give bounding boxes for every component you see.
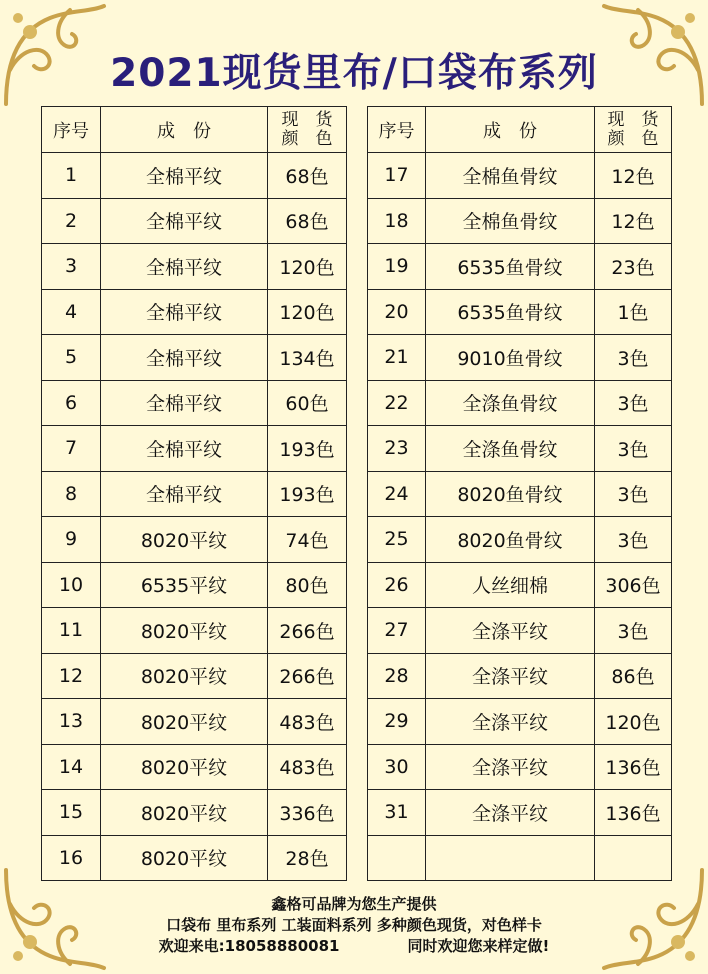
table-row	[42, 744, 347, 790]
table-row	[42, 562, 347, 608]
cell-stock-colors	[595, 835, 672, 881]
cell-serial: 22	[368, 380, 426, 426]
cell-material: 全棉平纹	[101, 380, 268, 426]
cell-serial: 19	[368, 244, 426, 290]
cell-serial: 12	[42, 653, 101, 699]
table-row	[42, 608, 347, 654]
cell-material: 全棉鱼骨纹	[426, 153, 595, 199]
cell-stock-colors: 12色	[595, 153, 672, 199]
header-serial: 序号	[368, 107, 426, 153]
cell-material: 8020平纹	[101, 790, 268, 836]
cell-serial: 24	[368, 471, 426, 517]
table-row	[368, 835, 672, 881]
header-stock-colors-line1: 现 货	[607, 109, 659, 130]
cell-serial: 3	[42, 244, 101, 290]
page-title: 2021现货里布/口袋布系列	[110, 51, 598, 96]
cell-serial: 23	[368, 426, 426, 472]
header-stock-colors-line2: 颜 色	[607, 128, 659, 149]
cell-stock-colors: 60色	[268, 380, 347, 426]
cell-serial: 8	[42, 471, 101, 517]
cell-serial: 5	[42, 335, 101, 381]
table-header-row	[42, 107, 347, 153]
cell-stock-colors: 80色	[268, 562, 347, 608]
cell-serial: 18	[368, 198, 426, 244]
cell-material: 全涤鱼骨纹	[426, 426, 595, 472]
cell-material: 9010鱼骨纹	[426, 335, 595, 381]
table-row	[42, 653, 347, 699]
table-row	[368, 335, 672, 381]
cell-serial: 15	[42, 790, 101, 836]
cell-stock-colors: 136色	[595, 744, 672, 790]
cell-serial: 26	[368, 562, 426, 608]
table-row	[42, 335, 347, 381]
table-row	[368, 653, 672, 699]
cell-serial	[368, 835, 426, 881]
cell-material: 6535鱼骨纹	[426, 289, 595, 335]
cell-stock-colors: 3色	[595, 335, 672, 381]
cell-stock-colors: 12色	[595, 198, 672, 244]
cell-material: 全棉平纹	[101, 335, 268, 381]
cell-material	[426, 835, 595, 881]
footer-custom-order: 同时欢迎您来样定做!	[407, 937, 550, 955]
table-row	[368, 517, 672, 563]
footer-contact-line	[0, 936, 708, 957]
cell-serial: 1	[42, 153, 101, 199]
table-row	[42, 153, 347, 199]
cell-material: 全棉平纹	[101, 289, 268, 335]
table-row	[368, 699, 672, 745]
cell-serial: 6	[42, 380, 101, 426]
table-row	[42, 517, 347, 563]
table-row	[42, 289, 347, 335]
table-row	[42, 699, 347, 745]
cell-serial: 13	[42, 699, 101, 745]
product-table-left	[41, 106, 347, 881]
cell-serial: 17	[368, 153, 426, 199]
cell-material: 8020平纹	[101, 517, 268, 563]
cell-serial: 30	[368, 744, 426, 790]
cell-material: 8020鱼骨纹	[426, 517, 595, 563]
cell-serial: 11	[42, 608, 101, 654]
cell-stock-colors: 3色	[595, 380, 672, 426]
table-row	[368, 380, 672, 426]
cell-stock-colors: 3色	[595, 608, 672, 654]
table-row	[368, 790, 672, 836]
cell-serial: 14	[42, 744, 101, 790]
cell-serial: 2	[42, 198, 101, 244]
cell-material: 全涤平纹	[426, 608, 595, 654]
cell-stock-colors: 266色	[268, 608, 347, 654]
cell-stock-colors: 3色	[595, 471, 672, 517]
cell-stock-colors: 193色	[268, 471, 347, 517]
cell-material: 全涤平纹	[426, 699, 595, 745]
cell-serial: 10	[42, 562, 101, 608]
table-row	[42, 426, 347, 472]
header-serial: 序号	[42, 107, 101, 153]
cell-material: 全涤平纹	[426, 653, 595, 699]
cell-stock-colors: 120色	[595, 699, 672, 745]
cell-stock-colors: 23色	[595, 244, 672, 290]
table-row	[368, 244, 672, 290]
table-row	[368, 471, 672, 517]
cell-stock-colors: 483色	[268, 699, 347, 745]
cell-stock-colors: 86色	[595, 653, 672, 699]
footer-products-line: 口袋布 里布系列 工装面料系列 多种颜色现货，对色样卡	[166, 916, 542, 934]
header-stock-colors	[595, 107, 672, 153]
table-row	[42, 790, 347, 836]
cell-material: 全涤平纹	[426, 790, 595, 836]
cell-serial: 21	[368, 335, 426, 381]
cell-stock-colors: 120色	[268, 289, 347, 335]
cell-material: 8020平纹	[101, 608, 268, 654]
cell-serial: 20	[368, 289, 426, 335]
cell-serial: 27	[368, 608, 426, 654]
header-stock-colors	[268, 107, 347, 153]
header-stock-colors-line1: 现 货	[281, 109, 333, 130]
cell-stock-colors: 28色	[268, 835, 347, 881]
table-row	[42, 835, 347, 881]
cell-material: 8020鱼骨纹	[426, 471, 595, 517]
cell-serial: 16	[42, 835, 101, 881]
cell-stock-colors: 193色	[268, 426, 347, 472]
table-row	[42, 380, 347, 426]
cell-material: 人丝细棉	[426, 562, 595, 608]
cell-serial: 4	[42, 289, 101, 335]
cell-stock-colors: 336色	[268, 790, 347, 836]
footer-phone: 欢迎来电:18058880081	[158, 937, 340, 955]
table-row	[42, 198, 347, 244]
cell-stock-colors: 483色	[268, 744, 347, 790]
table-header-row	[368, 107, 672, 153]
table-row	[368, 562, 672, 608]
cell-serial: 9	[42, 517, 101, 563]
cell-material: 全棉平纹	[101, 153, 268, 199]
footer	[0, 894, 708, 957]
cell-stock-colors: 3色	[595, 426, 672, 472]
cell-stock-colors: 3色	[595, 517, 672, 563]
cell-serial: 25	[368, 517, 426, 563]
table-row	[368, 153, 672, 199]
cell-material: 全棉平纹	[101, 244, 268, 290]
cell-serial: 28	[368, 653, 426, 699]
cell-stock-colors: 136色	[595, 790, 672, 836]
table-row	[42, 244, 347, 290]
cell-material: 8020平纹	[101, 699, 268, 745]
product-table-right	[367, 106, 672, 881]
header-material: 成 份	[101, 107, 268, 153]
cell-serial: 31	[368, 790, 426, 836]
cell-material: 6535平纹	[101, 562, 268, 608]
cell-material: 全棉平纹	[101, 198, 268, 244]
cell-stock-colors: 306色	[595, 562, 672, 608]
cell-serial: 29	[368, 699, 426, 745]
cell-stock-colors: 1色	[595, 289, 672, 335]
cell-stock-colors: 134色	[268, 335, 347, 381]
cell-material: 8020平纹	[101, 835, 268, 881]
cell-stock-colors: 68色	[268, 198, 347, 244]
table-row	[368, 744, 672, 790]
table-row	[42, 471, 347, 517]
table-row	[368, 608, 672, 654]
cell-material: 6535鱼骨纹	[426, 244, 595, 290]
cell-stock-colors: 120色	[268, 244, 347, 290]
cell-material: 全棉平纹	[101, 471, 268, 517]
cell-serial: 7	[42, 426, 101, 472]
cell-stock-colors: 266色	[268, 653, 347, 699]
cell-material: 全棉鱼骨纹	[426, 198, 595, 244]
cell-material: 全涤平纹	[426, 744, 595, 790]
table-row	[368, 289, 672, 335]
cell-material: 8020平纹	[101, 744, 268, 790]
cell-material: 8020平纹	[101, 653, 268, 699]
cell-stock-colors: 68色	[268, 153, 347, 199]
table-row	[368, 426, 672, 472]
cell-stock-colors: 74色	[268, 517, 347, 563]
footer-brand-line: 鑫格可品牌为您生产提供	[271, 895, 437, 913]
table-row	[368, 198, 672, 244]
cell-material: 全棉平纹	[101, 426, 268, 472]
header-material: 成 份	[426, 107, 595, 153]
header-stock-colors-line2: 颜 色	[281, 128, 333, 149]
cell-material: 全涤鱼骨纹	[426, 380, 595, 426]
